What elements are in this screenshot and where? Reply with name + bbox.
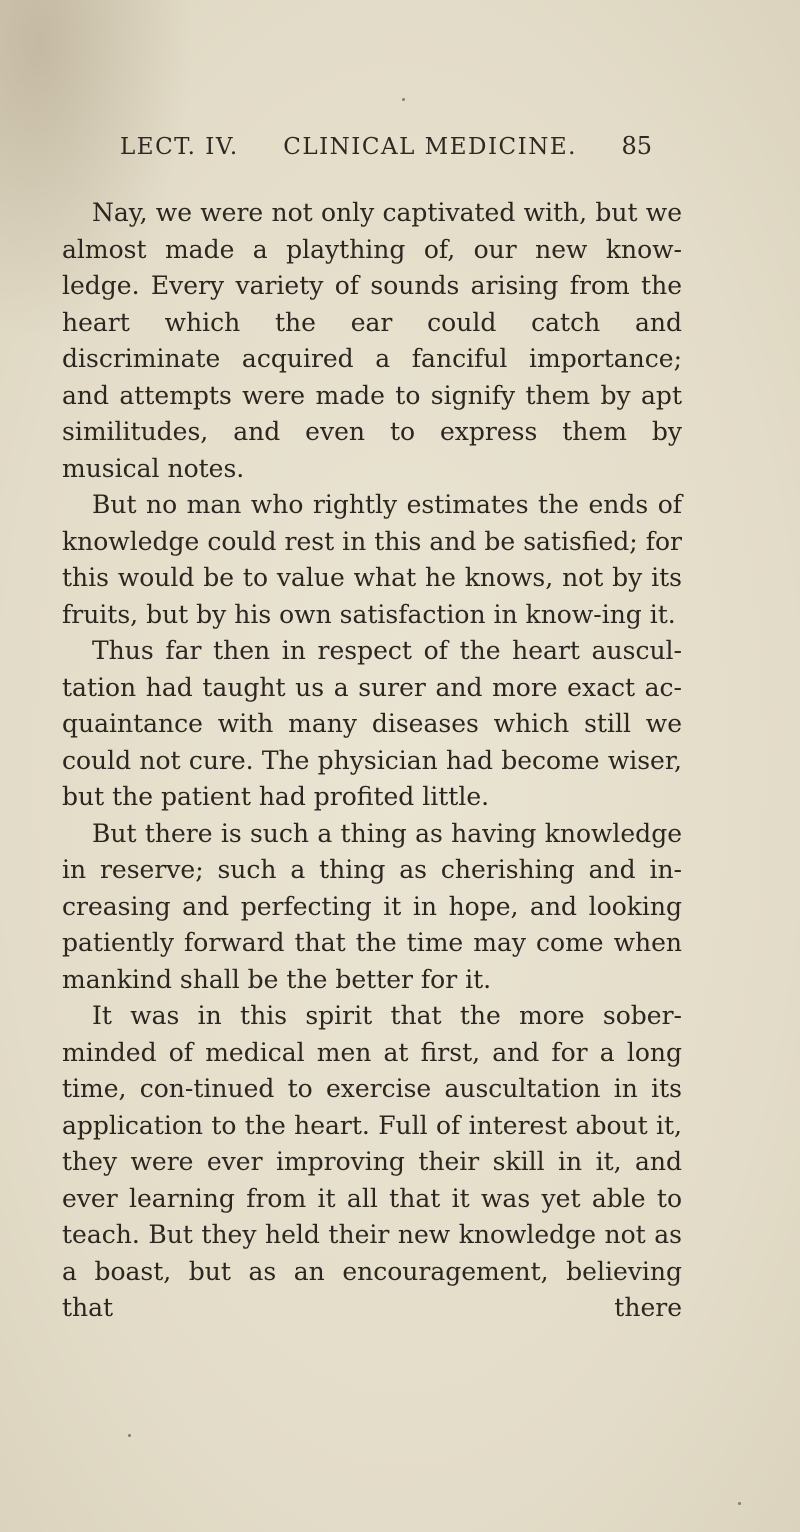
paragraph-2: But no man who rightly estimates the ends of knowledge could rest in this and be satisfied; for this would be to value what he knows, not by its fruits, but by his own satisfaction in know-ing it.	[62, 490, 682, 629]
paragraph-3: Thus far then in respect of the heart auscul-tation had taught us a surer and more exact ac-quaintance with many diseases which still we could not cure. The physician had become wiser, but the patient had profited little.	[62, 636, 682, 811]
paper-fleck	[738, 1502, 741, 1505]
paragraph-1: Nay, we were not only captivated with, but we almost made a plaything of, our new know-ledge. Every variety of sounds arising from the heart which the ear could catch and discriminate acquired a fanciful importance; and attempts were made to signify them by apt similitudes, and even to express them by musical notes.	[62, 198, 682, 483]
lecture-number: LECT. IV.	[120, 134, 239, 160]
paragraph-5: It was in this spirit that the more sober-minded of medical men at first, and for a long time, con-tinued to exercise auscultation in its application to the heart. Full of interest about it, they were ever improving their skill in it, and ever learning from it all that it was yet able to teach. But they held their new knowledge not as a boast, but as an encouragement, believing that there	[62, 1001, 682, 1322]
paper-fleck	[402, 98, 405, 101]
body-text	[62, 195, 682, 1327]
page-number: 85	[621, 132, 652, 160]
running-head	[120, 132, 652, 166]
paragraph-4: But there is such a thing as having knowledge in reserve; such a thing as cherishing and in-creasing and perfecting it in hope, and looking patiently forward that the time may come when mankind shall be the better for it.	[62, 818, 682, 994]
paper-fleck	[128, 1434, 131, 1437]
running-title: CLINICAL MEDICINE.	[283, 134, 577, 160]
